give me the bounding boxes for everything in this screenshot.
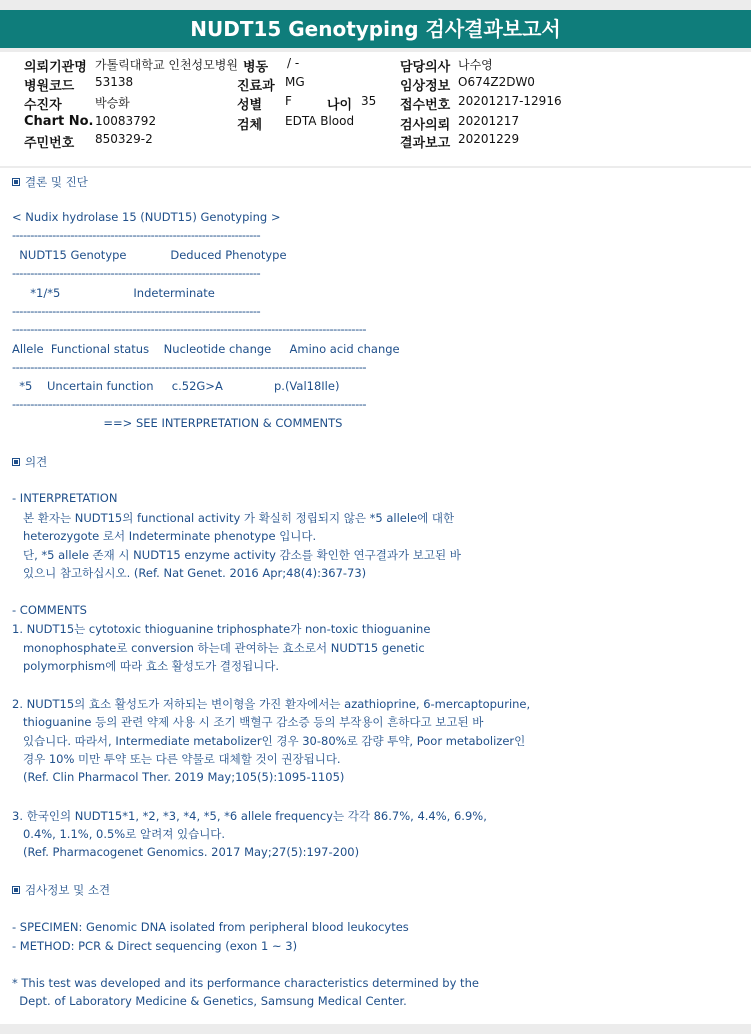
- patient-info-header: [0, 52, 751, 166]
- header-row-2: [0, 75, 751, 93]
- doctor-label: 담당의사: [400, 60, 451, 75]
- patient-value: 박승화: [95, 96, 130, 110]
- header-row-4: [0, 114, 751, 132]
- section-test-info: [12, 882, 110, 898]
- allele-table-row: *5 Uncertain function c.52G>A p.(Val18Ile): [12, 379, 340, 393]
- interpretation-line: 본 환자는 NUDT15의 functional activity 가 확실히 정립되지 않은 *5 allele에 대한: [12, 511, 455, 525]
- ward-value: / -: [287, 56, 300, 70]
- section-box-icon: [12, 886, 20, 894]
- dept-label: 진료과: [237, 79, 275, 94]
- institution-value: 가톨릭대학교 인천성모병원: [95, 58, 238, 72]
- divider-long-2: -------------------------------------------------------------------------------------------------: [12, 360, 367, 374]
- specimen-line: - SPECIMEN: Genomic DNA isolated from peripheral blood leukocytes: [12, 920, 409, 934]
- section-opinion: [12, 454, 47, 470]
- specimen-value: EDTA Blood: [285, 114, 355, 128]
- chart-value: 10083792: [95, 114, 157, 128]
- section-test-info-title: 검사정보 및 소견: [25, 883, 111, 897]
- header-row-5: [0, 132, 751, 150]
- request-label: 검사의뢰: [400, 118, 451, 133]
- footnote-line: * This test was developed and its performance characteristics determined by the: [12, 976, 479, 990]
- chart-label: Chart No.: [24, 114, 94, 129]
- allele-table-header: Allele Functional status Nucleotide change Amino acid change: [12, 342, 400, 356]
- request-value: 20201217: [458, 114, 520, 128]
- comment-line: thioguanine 등의 관련 약제 사용 시 조기 백혈구 감소증 등의 부작용이 흔하다고 보고된 바: [12, 715, 484, 729]
- receipt-value: 20201217-12916: [458, 94, 562, 108]
- bottom-strip: [0, 1024, 751, 1034]
- resident-value: 850329-2: [95, 132, 153, 146]
- comment-line: 2. NUDT15의 효소 활성도가 저하되는 변이형을 가진 환자에서는 azathioprine, 6-mercaptopurine,: [12, 697, 531, 711]
- sex-value: F: [285, 94, 292, 108]
- comment-line: monophosphate로 conversion 하는데 관여하는 효소로서 NUDT15 genetic: [12, 641, 425, 655]
- interpretation-title: - INTERPRETATION: [12, 491, 118, 505]
- divider-long-3: -------------------------------------------------------------------------------------------------: [12, 397, 367, 411]
- section-box-icon: [12, 458, 20, 466]
- report-title: NUDT15 Genotyping 검사결과보고서: [0, 10, 751, 48]
- report-body: [0, 168, 751, 1024]
- divider-long-1: -------------------------------------------------------------------------------------------------: [12, 322, 367, 336]
- divider-short-2: --------------------------------------------------------------------: [12, 266, 261, 280]
- ward-label: 병동: [243, 60, 269, 75]
- comments-title: - COMMENTS: [12, 603, 87, 617]
- section-opinion-title: 의견: [25, 455, 48, 469]
- comment-line: 1. NUDT15는 cytotoxic thioguanine triphosphate가 non-toxic thioguanine: [12, 622, 431, 636]
- resident-label: 주민번호: [24, 136, 75, 151]
- divider-short-1: --------------------------------------------------------------------: [12, 228, 261, 242]
- footnote-line: Dept. of Laboratory Medicine & Genetics, Samsung Medical Center.: [12, 994, 407, 1008]
- genotyping-heading: < Nudix hydrolase 15 (NUDT15) Genotyping >: [12, 210, 281, 224]
- comment-line: 3. 한국인의 NUDT15*1, *2, *3, *4, *5, *6 allele frequency는 각각 86.7%, 4.4%, 6.9%,: [12, 809, 487, 823]
- header-row-1: [0, 56, 751, 74]
- dept-value: MG: [285, 75, 305, 89]
- comment-line: 경우 10% 미만 투약 또는 다른 약물로 대체할 것이 권장됩니다.: [12, 752, 341, 766]
- hospital-code-label: 병원코드: [24, 79, 75, 94]
- section-conclusion-title: 결론 및 진단: [25, 175, 88, 189]
- comment-line: (Ref. Pharmacogenet Genomics. 2017 May;27(5):197-200): [12, 845, 360, 859]
- comment-line: polymorphism에 따라 효소 활성도가 결정됩니다.: [12, 659, 280, 673]
- age-label: 나이: [327, 98, 353, 113]
- interpretation-line: 있으니 참고하십시오. (Ref. Nat Genet. 2016 Apr;48(4):367-73): [12, 566, 367, 580]
- age-value: 35: [361, 94, 377, 108]
- comment-line: 있습니다. 따라서, Intermediate metabolizer인 경우 30-80%로 감량 투약, Poor metabolizer인: [12, 734, 526, 748]
- section-conclusion: [12, 174, 88, 190]
- interpretation-line: 단, *5 allele 존재 시 NUDT15 enzyme activity 감소를 확인한 연구결과가 보고된 바: [12, 548, 461, 562]
- see-interpretation-note: ==> SEE INTERPRETATION & COMMENTS: [12, 416, 343, 430]
- sex-label: 성별: [237, 98, 263, 113]
- result-label: 결과보고: [400, 136, 451, 151]
- genotype-table-header: NUDT15 Genotype Deduced Phenotype: [12, 248, 287, 262]
- clinical-info-value: O674Z2DW0: [458, 75, 535, 89]
- header-row-3: [0, 94, 751, 112]
- institution-label: 의뢰기관명: [24, 60, 87, 75]
- genotype-table-row: *1/*5 Indeterminate: [12, 286, 215, 300]
- comment-line: 0.4%, 1.1%, 0.5%로 알려져 있습니다.: [12, 827, 226, 841]
- method-line: - METHOD: PCR & Direct sequencing (exon 1 ~ 3): [12, 939, 298, 953]
- specimen-label: 검체: [237, 118, 263, 133]
- interpretation-line: heterozygote 로서 Indeterminate phenotype 입니다.: [12, 529, 317, 543]
- clinical-info-label: 임상정보: [400, 79, 451, 94]
- receipt-label: 접수번호: [400, 98, 451, 113]
- section-box-icon: [12, 178, 20, 186]
- hospital-code-value: 53138: [95, 75, 134, 89]
- doctor-value: 나수영: [458, 58, 493, 72]
- divider-short-3: --------------------------------------------------------------------: [12, 304, 261, 318]
- comment-line: (Ref. Clin Pharmacol Ther. 2019 May;105(5):1095-1105): [12, 770, 345, 784]
- patient-label: 수진자: [24, 98, 62, 113]
- result-value: 20201229: [458, 132, 520, 146]
